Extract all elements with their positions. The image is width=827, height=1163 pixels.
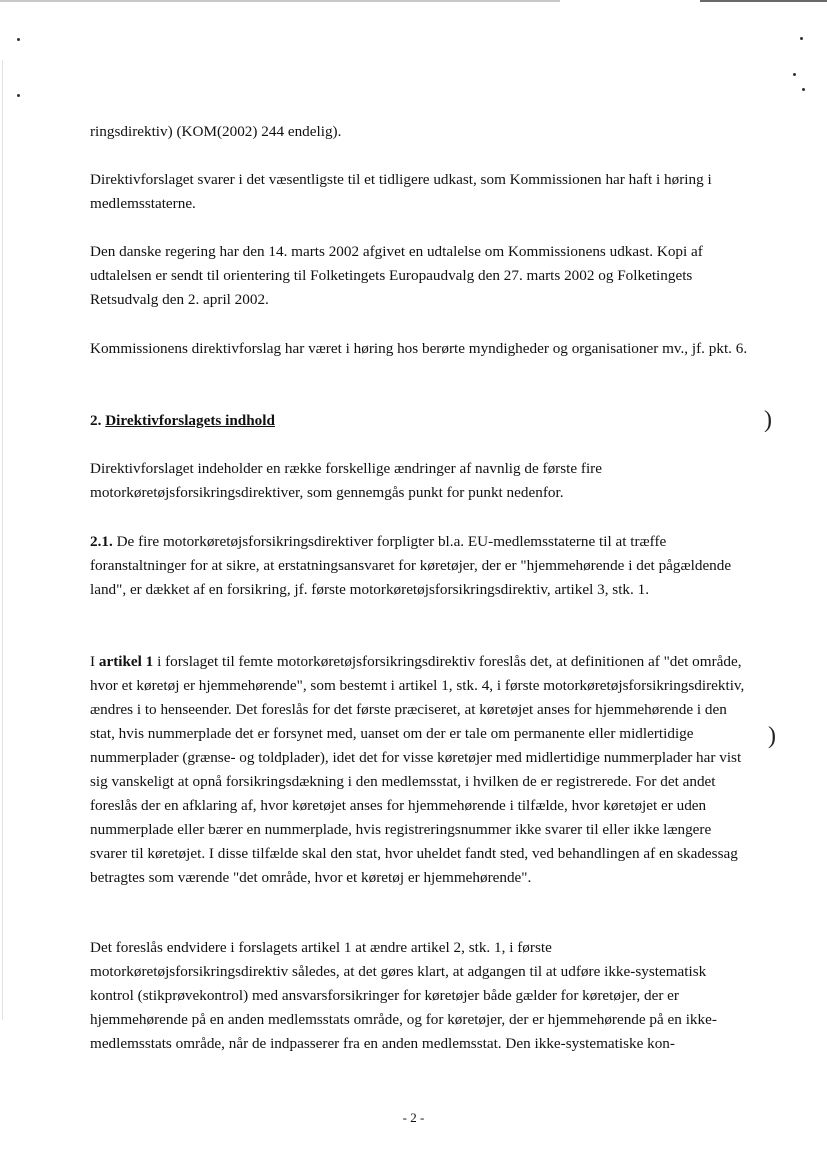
punch-hole-mark-icon: )	[768, 723, 776, 749]
paragraph-continuation: ringsdirektiv) (KOM(2002) 244 endelig).	[90, 123, 342, 140]
paragraph-final: Det foreslås endvidere i forslagets artikel 1 at ændre artikel 2, stk. 1, i første motorkøretøjsforsikringsdirektiv således, at det gøres klart, at adgangen til at udføre ikke-systematisk kontrol (stikprøvekontrol) med ansvarsforsikringer for køretøjer både gælder for køretøjer, der er hjemmehørende på en anden medlemsstats område, og for køretøjer, der er hjemmehørende på en ikke-medlemsstats område, når de indpasserer fra en anden medlemsstat. Den ikke-systematiske kon-	[90, 939, 717, 1052]
paragraph-subsection-2-1	[90, 530, 750, 602]
paragraph-draft-comparison: Direktivforslaget svarer i det væsentligste til et tidligere udkast, som Kommissionen har haft i høring i medlemsstaterne.	[90, 171, 712, 212]
scan-speck	[802, 88, 805, 91]
scan-speck	[793, 73, 796, 76]
section-heading	[90, 409, 750, 433]
paragraph-article-1: I artikel 1 i forslaget til femte motorkøretøjsforsikringsdirektiv foreslås det, at definitionen af "det område, hvor et køretøj er hjemmehørende", som bestemt i artikel 1, stk. 4, i første motorkøretøjsforsikringsdirektiv, ændres i to henseender. Det foreslås for det første præciseret, at køretøjet anses for hjemmehørende i den stat, hvis nummerplade det er forsynet med, uanset om der er tale om permanente eller midlertidige nummerplader (grænse- og toldplader), idet det for visse køretøjer med midlertidige nummerplader har vist sig vanskeligt at opnå forsikringsdækning i den medlemsstat, i hvilken de er registrerede. For det andet foreslås der en afklaring af, hvor køretøjet anses for hjemmehørende i tilfælde, hvor køretøjet er uden nummerplade eller bærer en nummerplade, hvis registreringsnummer ikke svarer til eller ikke længere svarer til køretøjet. I disse tilfælde skal den stat, hvor uheldet fandt sted, ved behandlingen af en skadessag betragtes som værende "det område, hvor et køretøj er hjemmehørende".	[90, 653, 745, 886]
paragraph-government-statement: Den danske regering har den 14. marts 2002 afgivet en udtalelse om Kommissionens udkast. Kopi af udtalelsen er sendt til orientering til Folketingets Europaudvalg den 27. marts 2002 og Folketingets Retsudvalg den 2. april 2002.	[90, 243, 703, 308]
scan-speck	[17, 38, 20, 41]
subsection-number: 2.1.	[90, 533, 113, 550]
scan-edge-left	[2, 60, 3, 1020]
scan-edge-top-right	[700, 0, 827, 2]
page-number: - 2 -	[402, 1110, 425, 1125]
paragraph-consultation: Kommissionens direktivforslag har været i høring hos berørte myndigheder og organisationer mv., jf. pkt. 6.	[90, 340, 748, 357]
subsection-text: De fire motorkøretøjsforsikringsdirektiver forpligter bl.a. EU-medlemsstaterne til at træffe foranstaltninger for at sikre, at erstatningsansvaret for køretøjer, der er "hjemmehørende i det pågældende land", er dækket af en forsikring, jf. første motorkøretøjsforsikringsdirektiv, artikel 3, stk. 1.	[90, 533, 732, 598]
paragraph-intro: Direktivforslaget indeholder en række forskellige ændringer af navnlig de første fire motorkøretøjsforsikringsdirektiver, som gennemgås punkt for punkt nedenfor.	[90, 460, 602, 501]
scan-speck	[17, 94, 20, 97]
scan-edge-top	[0, 0, 560, 2]
scan-speck	[800, 37, 803, 40]
punch-hole-mark-icon: )	[764, 407, 772, 433]
section-number: 2.	[90, 412, 102, 429]
article-reference: artikel 1	[98, 653, 154, 670]
section-title: Direktivforslagets indhold	[105, 412, 275, 429]
